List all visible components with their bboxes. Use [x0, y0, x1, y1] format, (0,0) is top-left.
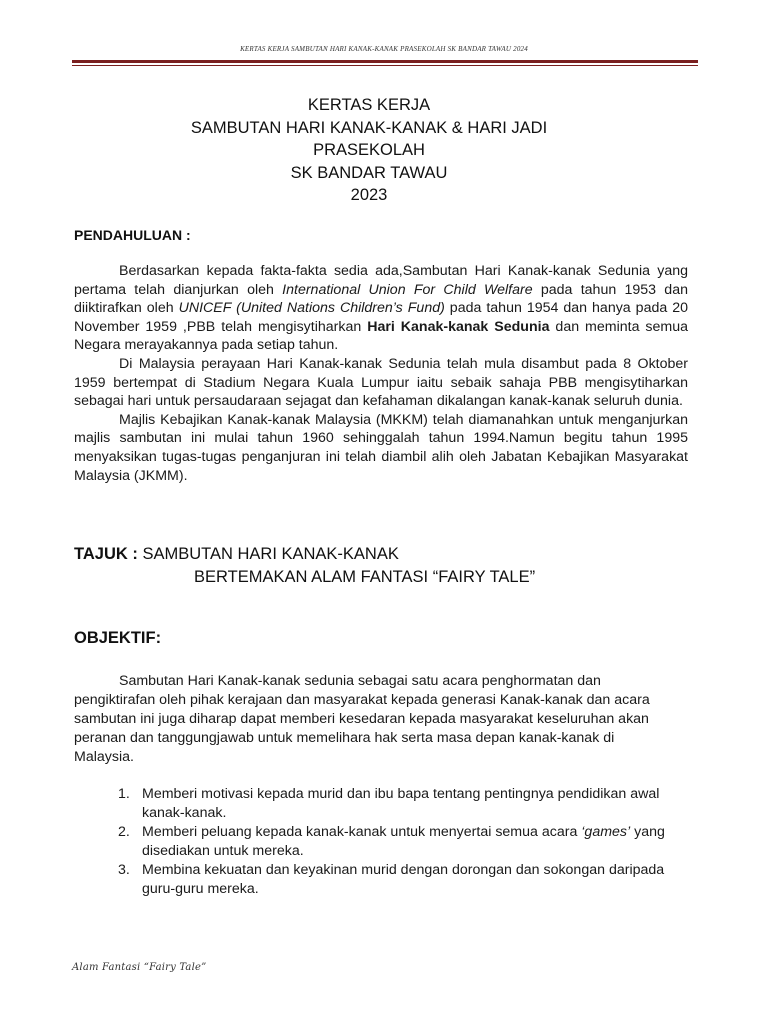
footer-signature: Alam Fantasi “Fairy Tale”	[72, 962, 207, 973]
list-text: Memberi motivasi kepada murid dan ibu bapa tentang pentingnya pendidikan awal kanak-kanak.	[142, 786, 660, 821]
p1-organisation-name: International Union For Child Welfare	[282, 281, 533, 298]
p1-unicef-name: UNICEF (United Nations Children’s Fund)	[178, 300, 445, 317]
p1-text-a: Berdasarkan kepada fakta-fakta sedia ada,Sambutan Hari Kanak-kanak Sedunia yang pertama telah dianjurkan oleh	[74, 263, 688, 298]
tajuk-line-2: BERTEMAKAN ALAM FANTASI “FAIRY TALE”	[194, 567, 536, 586]
header-rule-thin	[72, 65, 698, 66]
pendahuluan-paragraph-2: Di Malaysia perayaan Hari Kanak-kanak Sedunia telah mula disambut pada 8 Oktober 1959 bertempat di Stadium Negara Kuala Lumpur iaitu sebaik sahaja PBB mengisytiharkan sebagai hari untuk persaudaraan sejagat dan kefahaman dikalangan kanak-kanak seluruh dunia.	[74, 355, 688, 410]
objektif-heading: OBJEKTIF:	[74, 629, 162, 647]
p1-text-g: dan meminta semua Negara merayakannya pada setiap tahun.	[74, 318, 689, 354]
list-text: Membina kekuatan dan keyakinan murid dengan dorongan dan sokongan daripada guru-guru mereka.	[142, 862, 665, 897]
list-text-post: yang disediakan untuk mereka.	[142, 824, 665, 859]
title-line-3: PRASEKOLAH	[313, 141, 425, 159]
title-line-1: KERTAS KERJA	[307, 96, 431, 114]
header-rule	[72, 60, 698, 63]
pendahuluan-heading: PENDAHULUAN :	[74, 227, 191, 243]
list-number: 1.	[118, 786, 130, 802]
objektif-paragraph: Sambutan Hari Kanak-kanak sedunia sebagai satu acara penghormatan dan pengiktirafan oleh pihak kerajaan dan masyarakat kepada generasi Kanak-kanak dan acara sambutan ini juga diharap dapat memberi kesedaran kepada masyarakat keseluruhan akan peranan dan tanggungjawab untuk memelihara hak serta masa depan kanak-kanak di Malaysia.	[74, 673, 650, 765]
pendahuluan-paragraph-3: Majlis Kebajikan Kanak-kanak Malaysia (MKKM) telah diamanahkan untuk menganjurkan majlis sambutan ini mulai tahun 1960 sehinggalah tahun 1994.Namun begitu tahun 1995 menyaksikan tugas-tugas penganjuran ini telah diambil alih oleh Jabatan Kebajikan Masyarakat Malaysia (JKMM).	[74, 411, 688, 484]
p1-bold-term: Hari Kanak-kanak Sedunia	[367, 318, 550, 335]
running-header: KERTAS KERJA SAMBUTAN HARI KANAK-KANAK PRASEKOLAH SK BANDAR TAWAU 2024	[240, 45, 528, 53]
tajuk-label: TAJUK :	[74, 545, 138, 563]
list-item	[74, 785, 674, 823]
list-emphasis: ‘games’	[581, 824, 631, 840]
list-number: 2.	[118, 824, 130, 840]
tajuk-section	[74, 543, 694, 588]
pendahuluan-paragraph-1	[74, 262, 688, 355]
tajuk-line-1	[74, 543, 694, 566]
title-line-4: SK BANDAR TAWAU	[290, 163, 448, 182]
pendahuluan-section	[74, 262, 688, 485]
title-line-2: SAMBUTAN HARI KANAK-KANAK & HARI JADI	[190, 118, 548, 137]
title-line-5: 2023	[350, 186, 388, 204]
tajuk-title: SAMBUTAN HARI KANAK-KANAK	[137, 545, 399, 563]
objektif-list	[74, 785, 674, 899]
document-title	[0, 94, 738, 207]
objektif-intro	[74, 672, 664, 767]
list-item	[74, 861, 674, 899]
list-number: 3.	[118, 862, 130, 878]
p1-text-c: pada tahun 1953 dan diiktirafkan oleh	[74, 281, 688, 317]
list-text-pre: Memberi peluang kepada kanak-kanak untuk menyertai semua acara	[142, 824, 582, 840]
p1-text-e: pada tahun 1954 dan hanya pada 20 November 1959 ,PBB telah mengisytiharkan	[74, 300, 689, 335]
list-item	[74, 823, 674, 861]
